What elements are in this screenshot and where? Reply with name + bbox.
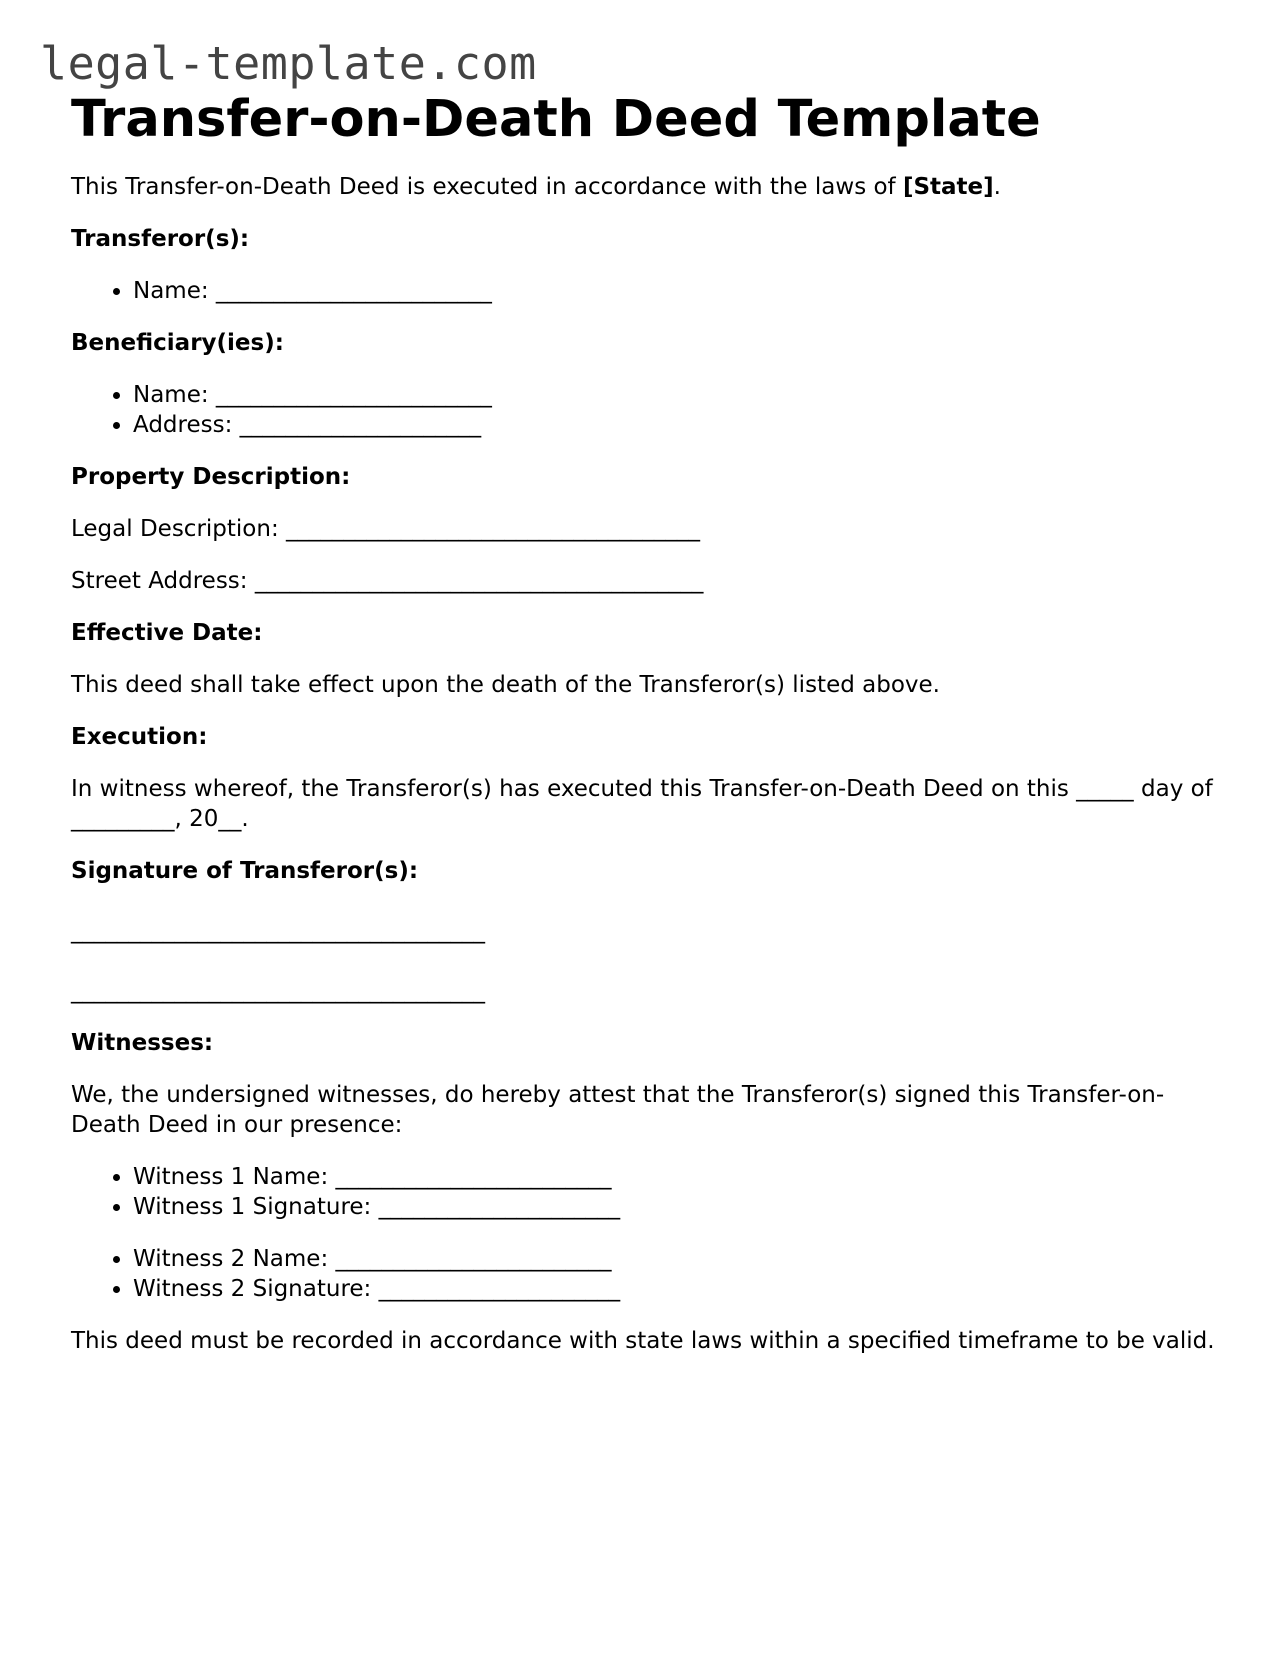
- witnesses-text: We, the undersigned witnesses, do hereby attest that the Transferor(s) signed this Transfer-on-Death Deed in our presence:: [71, 1082, 1165, 1138]
- witnesses-heading: Witnesses:: [71, 1030, 214, 1056]
- witness-1-signature-field: • Witness 1 Signature: _____________________: [133, 1192, 1221, 1222]
- intro-text: This Transfer-on-Death Deed is executed in accordance with the laws of: [71, 174, 903, 200]
- intro-end: .: [993, 174, 1001, 200]
- legal-description-field: Legal Description: ____________________________________: [71, 516, 701, 542]
- effective-date-heading: Effective Date:: [71, 620, 263, 646]
- witness-2-list: [71, 1244, 1221, 1304]
- intro-paragraph: [71, 172, 1221, 202]
- effective-date-text: This deed shall take effect upon the death of the Transferor(s) listed above.: [71, 672, 940, 698]
- recording-notice: This deed must be recorded in accordance with state laws within a specified timeframe to be valid.: [71, 1328, 1215, 1354]
- beneficiaries-heading: Beneficiary(ies):: [71, 330, 284, 356]
- document: [71, 88, 1221, 1356]
- execution-heading: Execution:: [71, 724, 208, 750]
- street-address-field: Street Address: _______________________________________: [71, 568, 704, 594]
- transferors-list: [71, 276, 1221, 306]
- transferors-heading: Transferor(s):: [71, 226, 250, 252]
- execution-text: In witness whereof, the Transferor(s) has executed this Transfer-on-Death Deed on this _____ day of _________, 20__.: [71, 776, 1213, 832]
- page-title: Transfer-on-Death Deed Template: [71, 90, 1041, 149]
- signature-line-1: ____________________________________: [71, 918, 485, 944]
- witness-2-signature-field: • Witness 2 Signature: _____________________: [133, 1274, 1221, 1304]
- witness-1-name-field: • Witness 1 Name: ________________________: [133, 1162, 1221, 1192]
- watermark: legal-template.com: [40, 37, 537, 90]
- signature-line-2: ____________________________________: [71, 978, 485, 1004]
- beneficiaries-list: [71, 380, 1221, 440]
- signature-heading: Signature of Transferor(s):: [71, 858, 419, 884]
- state-placeholder: [State]: [902, 174, 994, 200]
- witness-1-list: [71, 1162, 1221, 1222]
- witness-2-name-field: • Witness 2 Name: ________________________: [133, 1244, 1221, 1274]
- property-heading: Property Description:: [71, 464, 351, 490]
- beneficiary-name-field: • Name: ________________________: [133, 380, 1221, 410]
- beneficiary-address-field: • Address: _____________________: [133, 410, 1221, 440]
- transferor-name-field: • Name: ________________________: [133, 276, 1221, 306]
